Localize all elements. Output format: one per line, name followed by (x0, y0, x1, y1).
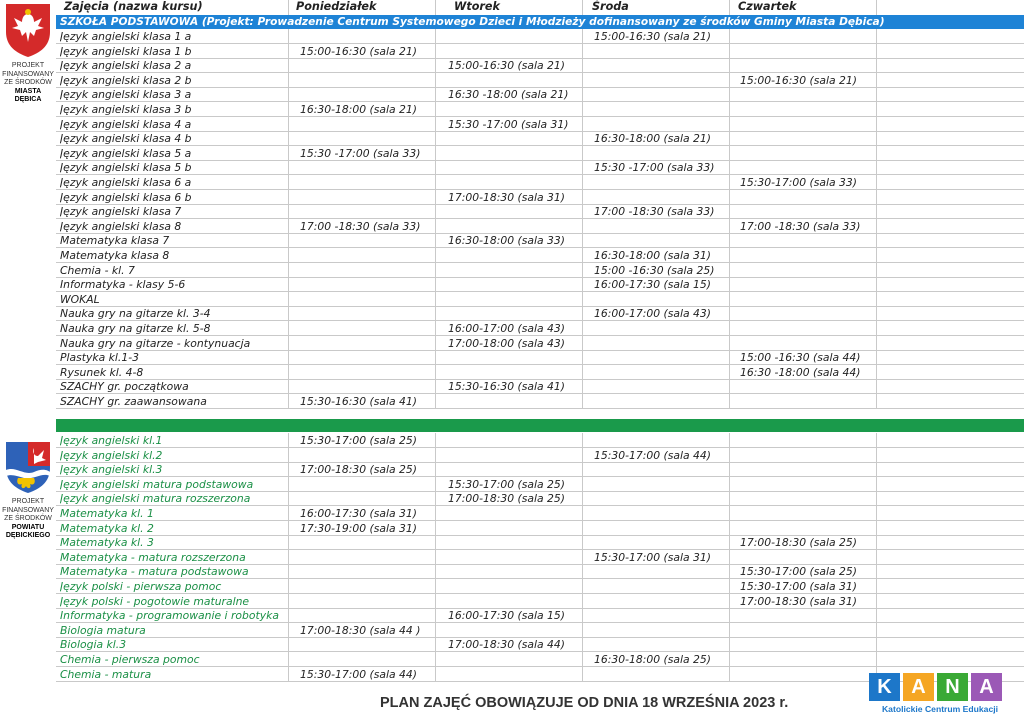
time-cell-wed (594, 321, 734, 336)
time-cell-tue (448, 350, 590, 365)
time-cell-tue (448, 219, 590, 234)
time-cell-tue (448, 175, 590, 190)
course-name-cell: Język angielski matura rozszerzona (60, 492, 251, 506)
table-row (56, 263, 1024, 278)
header-wednesday: Środa (592, 0, 629, 13)
time-cell-tue: 16:30 -18:00 (sala 21) (448, 88, 569, 102)
time-cell-mon (300, 564, 440, 579)
time-cell-mon (300, 190, 440, 205)
course-name-cell: Język angielski kl.3 (60, 463, 163, 477)
table-row (56, 350, 1024, 365)
time-cell-thu (740, 491, 880, 506)
table-row (56, 175, 1024, 190)
column-divider (729, 433, 730, 681)
table-row (56, 233, 1024, 248)
time-cell-thu (740, 336, 880, 351)
time-cell-mon (300, 277, 440, 292)
time-cell-mon: 15:00-16:30 (sala 21) (300, 44, 418, 58)
powiat-coat-of-arms-icon (4, 440, 52, 494)
time-cell-thu (740, 477, 880, 492)
kana-letter: A (903, 673, 934, 701)
column-divider (876, 433, 877, 681)
time-cell-wed (594, 608, 734, 623)
time-cell-tue (448, 365, 590, 380)
time-cell-wed (594, 535, 734, 550)
column-divider (582, 29, 583, 409)
time-cell-mon (300, 637, 440, 652)
time-cell-wed: 15:30-17:00 (sala 31) (594, 550, 712, 564)
time-cell-thu (740, 160, 880, 175)
time-cell-tue (448, 292, 590, 307)
header-divider (876, 0, 877, 15)
time-cell-tue (448, 73, 590, 88)
time-cell-wed (594, 433, 734, 448)
table-row (56, 365, 1024, 380)
course-name-cell: Język angielski klasa 3 b (60, 103, 192, 116)
course-name-cell: Chemia - matura (60, 667, 152, 681)
time-cell-thu: 15:30-17:00 (sala 31) (740, 580, 858, 593)
time-cell-thu (740, 448, 880, 463)
header-divider (288, 0, 289, 15)
time-cell-thu: 17:00-18:30 (sala 25) (740, 536, 858, 550)
table-row (56, 306, 1024, 321)
time-cell-wed (594, 58, 734, 73)
course-name-cell: Biologia matura (60, 623, 146, 637)
time-cell-tue: 15:30-17:00 (sala 25) (448, 477, 566, 491)
time-cell-wed (594, 87, 734, 102)
table-row (56, 521, 1024, 536)
course-name-cell: Język polski - pierwsza pomoc (60, 580, 222, 593)
time-cell-wed (594, 292, 734, 307)
course-name-cell: Język angielski klasa 2 a (60, 59, 192, 73)
table-row (56, 29, 1024, 44)
time-cell-mon (300, 29, 440, 44)
table-row (56, 535, 1024, 550)
table-row (56, 190, 1024, 205)
time-cell-wed (594, 594, 734, 609)
time-cell-thu: 17:00 -18:30 (sala 33) (740, 219, 861, 233)
column-divider (729, 29, 730, 409)
time-cell-tue: 17:00-18:30 (sala 31) (448, 190, 566, 204)
time-cell-mon (300, 652, 440, 667)
time-cell-tue (448, 160, 590, 175)
time-cell-mon (300, 204, 440, 219)
time-cell-thu (740, 204, 880, 219)
course-name-cell: Język angielski klasa 3 a (60, 88, 192, 102)
time-cell-wed: 16:00-17:00 (sala 43) (594, 307, 712, 321)
time-cell-mon (300, 448, 440, 463)
time-cell-thu (740, 433, 880, 448)
time-cell-tue (448, 204, 590, 219)
time-cell-mon: 15:30-17:00 (sala 44) (300, 667, 418, 681)
course-name-cell: Matematyka kl. 1 (60, 507, 154, 520)
time-cell-wed (594, 146, 734, 161)
time-cell-thu: 15:30-17:00 (sala 33) (740, 176, 858, 189)
time-cell-mon: 17:00 -18:30 (sala 33) (300, 219, 421, 233)
course-name-cell: Język angielski klasa 4 a (60, 117, 192, 131)
time-cell-thu (740, 263, 880, 278)
time-cell-tue: 15:30 -17:00 (sala 31) (448, 117, 569, 131)
time-cell-wed: 17:00 -18:30 (sala 33) (594, 205, 715, 219)
time-cell-wed: 15:00-16:30 (sala 21) (594, 30, 712, 43)
primary-school-banner: SZKOŁA PODSTAWOWA (Projekt: Prowadzenie Centrum Systemowego Dzieci i Młodzieży dofinansowany ze środków Gminy Miasta Dębica) (56, 15, 1024, 29)
time-cell-wed (594, 102, 734, 117)
time-cell-wed: 16:30-18:00 (sala 25) (594, 653, 712, 666)
time-cell-wed: 15:30-17:00 (sala 44) (594, 448, 712, 462)
time-cell-mon (300, 321, 440, 336)
time-cell-thu (740, 306, 880, 321)
time-cell-mon (300, 350, 440, 365)
time-cell-mon: 15:30-16:30 (sala 41) (300, 395, 418, 408)
time-cell-tue: 16:00-17:00 (sala 43) (448, 322, 566, 335)
time-cell-tue (448, 44, 590, 59)
course-name-cell: Język angielski klasa 7 (60, 205, 182, 219)
table-row (56, 506, 1024, 521)
time-cell-thu (740, 102, 880, 117)
time-cell-wed (594, 521, 734, 536)
table-row (56, 219, 1024, 234)
table-row (56, 160, 1024, 175)
kana-logo (869, 673, 1011, 714)
table-row (56, 608, 1024, 623)
table-row (56, 379, 1024, 394)
course-name-cell: Język angielski klasa 1 a (60, 30, 192, 43)
course-name-cell: Język angielski klasa 5 a (60, 146, 192, 160)
time-cell-wed (594, 175, 734, 190)
time-cell-wed: 16:30-18:00 (sala 31) (594, 249, 712, 262)
time-cell-mon (300, 73, 440, 88)
time-cell-thu: 15:30-17:00 (sala 25) (740, 565, 858, 579)
table-row (56, 102, 1024, 117)
course-name-cell: Język polski - pogotowie maturalne (60, 594, 250, 608)
table-row (56, 58, 1024, 73)
time-cell-thu (740, 379, 880, 394)
time-cell-mon (300, 87, 440, 102)
header-divider (729, 0, 730, 15)
table-row (56, 321, 1024, 336)
time-cell-wed: 15:00 -16:30 (sala 25) (594, 263, 715, 277)
time-cell-tue (448, 667, 590, 682)
time-cell-thu (740, 117, 880, 132)
time-cell-tue: 17:00-18:30 (sala 44) (448, 638, 566, 652)
course-name-cell: Informatyka - klasy 5-6 (60, 278, 186, 292)
time-cell-wed (594, 44, 734, 59)
time-cell-tue (448, 462, 590, 477)
kana-letter: A (971, 673, 1002, 701)
time-cell-tue (448, 263, 590, 278)
time-cell-thu: 16:30 -18:00 (sala 44) (740, 365, 861, 379)
time-cell-mon (300, 379, 440, 394)
course-name-cell: Język angielski klasa 4 b (60, 132, 192, 146)
time-cell-mon (300, 594, 440, 609)
time-cell-thu (740, 321, 880, 336)
column-divider (876, 29, 877, 409)
kana-letter: K (869, 673, 900, 701)
time-cell-wed (594, 477, 734, 492)
table-row (56, 117, 1024, 132)
course-name-cell: Język angielski klasa 1 b (60, 44, 192, 58)
header-tuesday: Wtorek (454, 0, 500, 13)
time-cell-mon: 17:00-18:30 (sala 25) (300, 463, 418, 477)
time-cell-thu (740, 146, 880, 161)
time-cell-thu: 17:00-18:30 (sala 31) (740, 594, 858, 608)
time-cell-thu: 15:00-16:30 (sala 21) (740, 73, 858, 87)
time-cell-thu (740, 394, 880, 409)
course-name-cell: SZACHY gr. zaawansowana (60, 395, 207, 408)
time-cell-thu (740, 506, 880, 521)
course-name-cell: Rysunek kl. 4-8 (60, 365, 144, 379)
course-name-cell: Informatyka - programowanie i robotyka (60, 609, 279, 623)
course-name-cell: SZACHY gr. początkowa (60, 380, 189, 394)
time-cell-wed: 16:30-18:00 (sala 21) (594, 132, 712, 146)
time-cell-tue (448, 448, 590, 463)
course-name-cell: Nauka gry na gitarze kl. 3-4 (60, 307, 211, 321)
time-cell-wed (594, 233, 734, 248)
time-cell-thu (740, 652, 880, 667)
time-cell-tue (448, 306, 590, 321)
table-row (56, 44, 1024, 59)
time-cell-tue (448, 433, 590, 448)
time-cell-wed (594, 564, 734, 579)
time-cell-wed (594, 491, 734, 506)
time-cell-mon (300, 263, 440, 278)
table-row (56, 477, 1024, 492)
time-cell-mon (300, 608, 440, 623)
course-name-cell: Język angielski matura podstawowa (60, 477, 254, 491)
time-cell-mon (300, 491, 440, 506)
course-name-cell: Matematyka kl. 3 (60, 536, 154, 550)
time-cell-wed (594, 365, 734, 380)
time-cell-tue: 17:00-18:30 (sala 25) (448, 492, 566, 506)
time-cell-tue: 16:30-18:00 (sala 33) (448, 234, 566, 248)
course-name-cell: Matematyka - matura podstawowa (60, 565, 249, 579)
table-row (56, 433, 1024, 448)
course-name-cell: Nauka gry na gitarze - kontynuacja (60, 336, 251, 350)
course-name-cell: Język angielski kl.1 (60, 434, 163, 447)
time-cell-thu (740, 190, 880, 205)
course-name-cell: Plastyka kl.1-3 (60, 351, 139, 365)
time-cell-thu (740, 462, 880, 477)
time-cell-thu (740, 608, 880, 623)
time-cell-mon (300, 117, 440, 132)
time-cell-wed (594, 394, 734, 409)
header-thursday: Czwartek (738, 0, 797, 13)
header-course: Zajęcia (nazwa kursu) (64, 0, 203, 13)
time-cell-tue (448, 248, 590, 263)
table-row (56, 87, 1024, 102)
course-name-cell: WOKAL (60, 292, 100, 306)
table-row (56, 448, 1024, 463)
kana-subtitle: Katolickie Centrum Edukacji (881, 704, 999, 714)
time-cell-wed (594, 350, 734, 365)
time-cell-mon (300, 292, 440, 307)
course-name-cell: Język angielski klasa 2 b (60, 73, 192, 87)
table-row (56, 594, 1024, 609)
time-cell-mon: 17:00-18:30 (sala 44 ) (300, 623, 421, 637)
table-row (56, 579, 1024, 594)
column-divider (435, 29, 436, 409)
course-name-cell: Matematyka klasa 7 (60, 234, 170, 248)
time-cell-mon: 17:30-19:00 (sala 31) (300, 521, 418, 535)
time-cell-tue (448, 535, 590, 550)
table-row (56, 652, 1024, 667)
time-cell-tue: 17:00-18:00 (sala 43) (448, 336, 566, 350)
time-cell-tue (448, 131, 590, 146)
time-cell-wed (594, 336, 734, 351)
time-cell-tue (448, 564, 590, 579)
table-row (56, 336, 1024, 351)
column-divider (582, 433, 583, 681)
time-cell-mon (300, 535, 440, 550)
time-cell-mon (300, 160, 440, 175)
time-cell-wed (594, 623, 734, 638)
table-row (56, 73, 1024, 88)
time-cell-mon (300, 365, 440, 380)
time-cell-wed (594, 506, 734, 521)
time-cell-tue: 15:00-16:30 (sala 21) (448, 59, 566, 73)
time-cell-tue (448, 594, 590, 609)
time-cell-thu (740, 637, 880, 652)
course-name-cell: Język angielski klasa 6 b (60, 190, 192, 204)
time-cell-wed (594, 190, 734, 205)
time-cell-wed (594, 667, 734, 682)
city-logo (0, 2, 56, 105)
time-cell-tue (448, 652, 590, 667)
table-row (56, 204, 1024, 219)
time-cell-thu (740, 233, 880, 248)
table-row (56, 131, 1024, 146)
time-cell-wed: 15:30 -17:00 (sala 33) (594, 161, 715, 175)
time-cell-mon (300, 233, 440, 248)
time-cell-mon: 15:30-17:00 (sala 25) (300, 434, 418, 447)
header-monday: Poniedziałek (296, 0, 377, 13)
course-name-cell: Matematyka kl. 2 (60, 521, 154, 535)
table-row (56, 491, 1024, 506)
footer-notice: PLAN ZAJĘĆ OBOWIĄZUJE OD DNIA 18 WRZEŚNIA 2023 r. (380, 695, 789, 711)
time-cell-tue: 15:30-16:30 (sala 41) (448, 380, 566, 394)
time-cell-mon: 15:30 -17:00 (sala 33) (300, 146, 421, 160)
table-row (56, 277, 1024, 292)
time-cell-thu (740, 248, 880, 263)
secondary-section-bar (56, 419, 1024, 432)
time-cell-tue (448, 29, 590, 44)
time-cell-thu (740, 87, 880, 102)
course-name-cell: Język angielski klasa 5 b (60, 161, 192, 175)
header-divider (435, 0, 436, 15)
table-row (56, 462, 1024, 477)
course-name-cell: Biologia kl.3 (60, 638, 127, 652)
city-logo-caption: PROJEKT FINANSOWANY ZE ŚRODKÓW MIASTA DĘBICA (2, 62, 54, 103)
county-logo-caption: PROJEKT FINANSOWANY ZE ŚRODKÓW POWIATU DĘBICKIEGO (2, 498, 54, 539)
time-cell-tue (448, 394, 590, 409)
time-cell-thu (740, 58, 880, 73)
time-cell-wed (594, 462, 734, 477)
time-cell-wed (594, 637, 734, 652)
course-name-cell: Chemia - kl. 7 (60, 263, 135, 277)
time-cell-mon (300, 550, 440, 565)
time-cell-wed (594, 579, 734, 594)
course-name-cell: Język angielski klasa 8 (60, 219, 182, 233)
table-row (56, 623, 1024, 638)
time-cell-tue (448, 506, 590, 521)
time-cell-mon (300, 131, 440, 146)
time-cell-thu (740, 277, 880, 292)
time-cell-tue (448, 102, 590, 117)
time-cell-thu (740, 521, 880, 536)
course-name-cell: Matematyka klasa 8 (60, 249, 170, 262)
time-cell-wed (594, 73, 734, 88)
course-name-cell: Chemia - pierwsza pomoc (60, 653, 200, 666)
table-row (56, 248, 1024, 263)
column-divider (435, 433, 436, 681)
time-cell-tue (448, 146, 590, 161)
time-cell-thu (740, 623, 880, 638)
time-cell-tue (448, 550, 590, 565)
time-cell-thu (740, 667, 880, 682)
time-cell-mon (300, 477, 440, 492)
time-cell-thu (740, 292, 880, 307)
time-cell-wed (594, 117, 734, 132)
time-cell-thu: 15:00 -16:30 (sala 44) (740, 351, 861, 365)
time-cell-tue (448, 579, 590, 594)
time-cell-wed (594, 219, 734, 234)
time-cell-mon: 16:30-18:00 (sala 21) (300, 103, 418, 116)
time-cell-mon (300, 306, 440, 321)
time-cell-tue (448, 521, 590, 536)
time-cell-thu (740, 550, 880, 565)
time-cell-tue (448, 623, 590, 638)
column-divider (288, 29, 289, 409)
table-row (56, 564, 1024, 579)
time-cell-mon (300, 579, 440, 594)
time-cell-wed: 16:00-17:30 (sala 15) (594, 278, 712, 292)
kana-letter: N (937, 673, 968, 701)
course-name-cell: Język angielski kl.2 (60, 448, 163, 462)
county-logo (0, 440, 56, 541)
time-cell-mon: 16:00-17:30 (sala 31) (300, 507, 418, 520)
time-cell-mon (300, 58, 440, 73)
time-cell-thu (740, 44, 880, 59)
course-name-cell: Matematyka - matura rozszerzona (60, 550, 246, 564)
time-cell-tue (448, 277, 590, 292)
table-row (56, 637, 1024, 652)
course-name-cell: Język angielski klasa 6 a (60, 176, 192, 189)
time-cell-thu (740, 131, 880, 146)
course-name-cell: Nauka gry na gitarze kl. 5-8 (60, 322, 211, 335)
debica-coat-of-arms-icon (4, 2, 52, 58)
time-cell-thu (740, 29, 880, 44)
time-cell-mon (300, 248, 440, 263)
time-cell-wed (594, 379, 734, 394)
time-cell-mon (300, 175, 440, 190)
table-row (56, 550, 1024, 565)
time-cell-mon (300, 336, 440, 351)
header-divider (582, 0, 583, 15)
table-row (56, 146, 1024, 161)
table-row (56, 292, 1024, 307)
table-row (56, 394, 1024, 409)
time-cell-tue: 16:00-17:30 (sala 15) (448, 609, 566, 623)
column-divider (288, 433, 289, 681)
